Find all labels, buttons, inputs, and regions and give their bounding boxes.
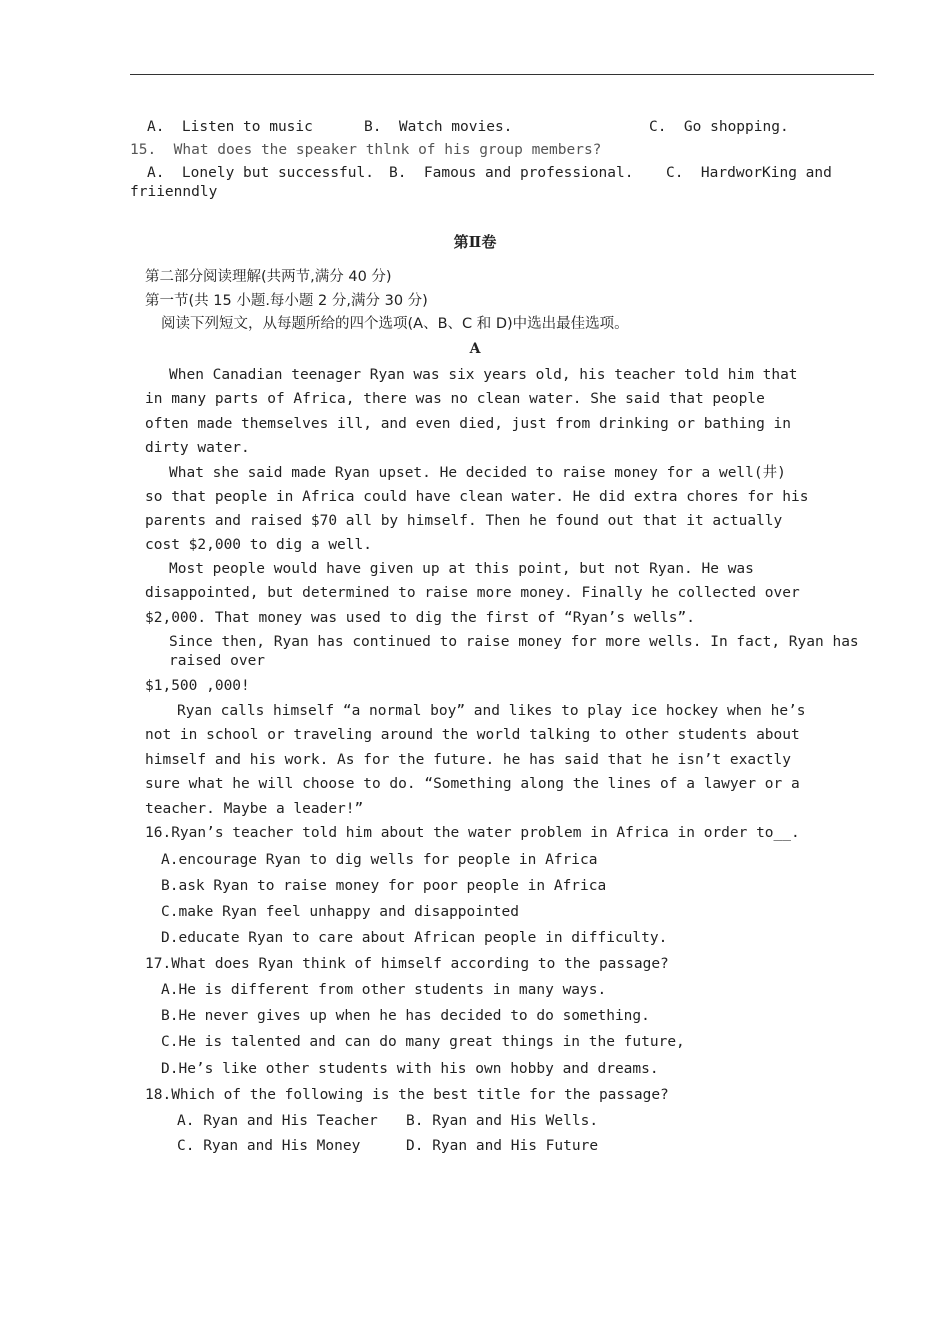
q14-option-c: C. Go shopping. — [649, 119, 789, 135]
q18-stem: 18.Which of the following is the best title for the passage? — [145, 1087, 669, 1103]
q18-option-a: A. Ryan and His Teacher — [177, 1113, 378, 1129]
passage-line: disappointed, but determined to raise more money. Finally he collected over — [145, 585, 800, 601]
passage-line: Ryan calls himself “a normal boy” and likes to play ice hockey when he’s — [177, 703, 806, 719]
passage-line: often made themselves ill, and even died, just from drinking or bathing in — [145, 416, 792, 432]
passage-line: in many parts of Africa, there was no clean water. She said that people — [145, 391, 765, 407]
passage-line: raised over — [169, 653, 266, 669]
passage-line: When Canadian teenager Ryan was six years old, his teacher told him that — [169, 367, 798, 383]
q16-option-c: C.make Ryan feel unhappy and disappointed — [161, 904, 519, 920]
q14-option-a: A. Listen to music — [147, 119, 313, 135]
passage-line: not in school or traveling around the world talking to other students about — [145, 727, 800, 743]
passage-line: teacher. Maybe a leader!” — [145, 801, 364, 817]
q18-option-d: D. Ryan and His Future — [406, 1138, 599, 1154]
passage-line: Since then, Ryan has continued to raise money for more wells. In fact, Ryan has — [169, 634, 859, 650]
part-heading: 第二部分阅读理解(共两节,满分 40 分) — [145, 269, 392, 285]
q14-option-b: B. Watch movies. — [364, 119, 513, 135]
q15-option-c: C. HardworKing and — [666, 165, 832, 181]
passage-line: $2,000. That money was used to dig the first of “Ryan’s wells”. — [145, 610, 695, 626]
q17-option-a: A.He is different from other students in many ways. — [161, 982, 607, 998]
q15-option-b: B. Famous and professional. — [389, 165, 634, 181]
passage-line: himself and his work. As for the future. he has said that he isn’t exactly — [145, 752, 792, 768]
passage-line: sure what he will choose to do. “Something along the lines of a lawyer or a — [145, 776, 800, 792]
q16-stem: 16.Ryan’s teacher told him about the water problem in Africa in order to__. — [145, 825, 800, 841]
passage-line: $1,500 ,000! — [145, 678, 250, 694]
instruction: 阅读下列短文，从每题所给的四个选项(A、B、C 和 D)中选出最佳选项。 — [161, 316, 629, 332]
q16-option-b: B.ask Ryan to raise money for poor people in Africa — [161, 878, 607, 894]
q15-option-c-continued: friienndly — [130, 184, 218, 200]
q16-option-d: D.educate Ryan to care about African people in difficulty. — [161, 930, 668, 946]
q15-option-a: A. Lonely but successful. — [147, 165, 374, 181]
section-title: 第Ⅱ卷 — [453, 233, 497, 251]
q18-option-c: C. Ryan and His Money — [177, 1138, 361, 1154]
q16-option-a: A.encourage Ryan to dig wells for people in Africa — [161, 852, 598, 868]
q17-option-c: C.He is talented and can do many great things in the future, — [161, 1034, 685, 1050]
passage-label: A — [469, 341, 481, 357]
passage-line: cost $2,000 to dig a well. — [145, 537, 372, 553]
q18-option-b: B. Ryan and His Wells. — [406, 1113, 599, 1129]
passage-line: parents and raised $70 all by himself. Then he found out that it actually — [145, 513, 783, 529]
passage-line: What she said made Ryan upset. He decided to raise money for a well(井) — [169, 465, 786, 481]
q17-option-d: D.He’s like other students with his own hobby and dreams. — [161, 1061, 659, 1077]
passage-line: Most people would have given up at this point, but not Ryan. He was — [169, 561, 754, 577]
passage-line: so that people in Africa could have clean water. He did extra chores for his — [145, 489, 809, 505]
q15-stem: 15. What does the speaker thlnk of his group members? — [130, 142, 602, 158]
q17-option-b: B.He never gives up when he has decided to do something. — [161, 1008, 650, 1024]
header-rule — [130, 74, 874, 75]
passage-line: dirty water. — [145, 440, 250, 456]
sub-heading: 第一节(共 15 小题.每小题 2 分,满分 30 分) — [145, 293, 428, 309]
q17-stem: 17.What does Ryan think of himself according to the passage? — [145, 956, 669, 972]
